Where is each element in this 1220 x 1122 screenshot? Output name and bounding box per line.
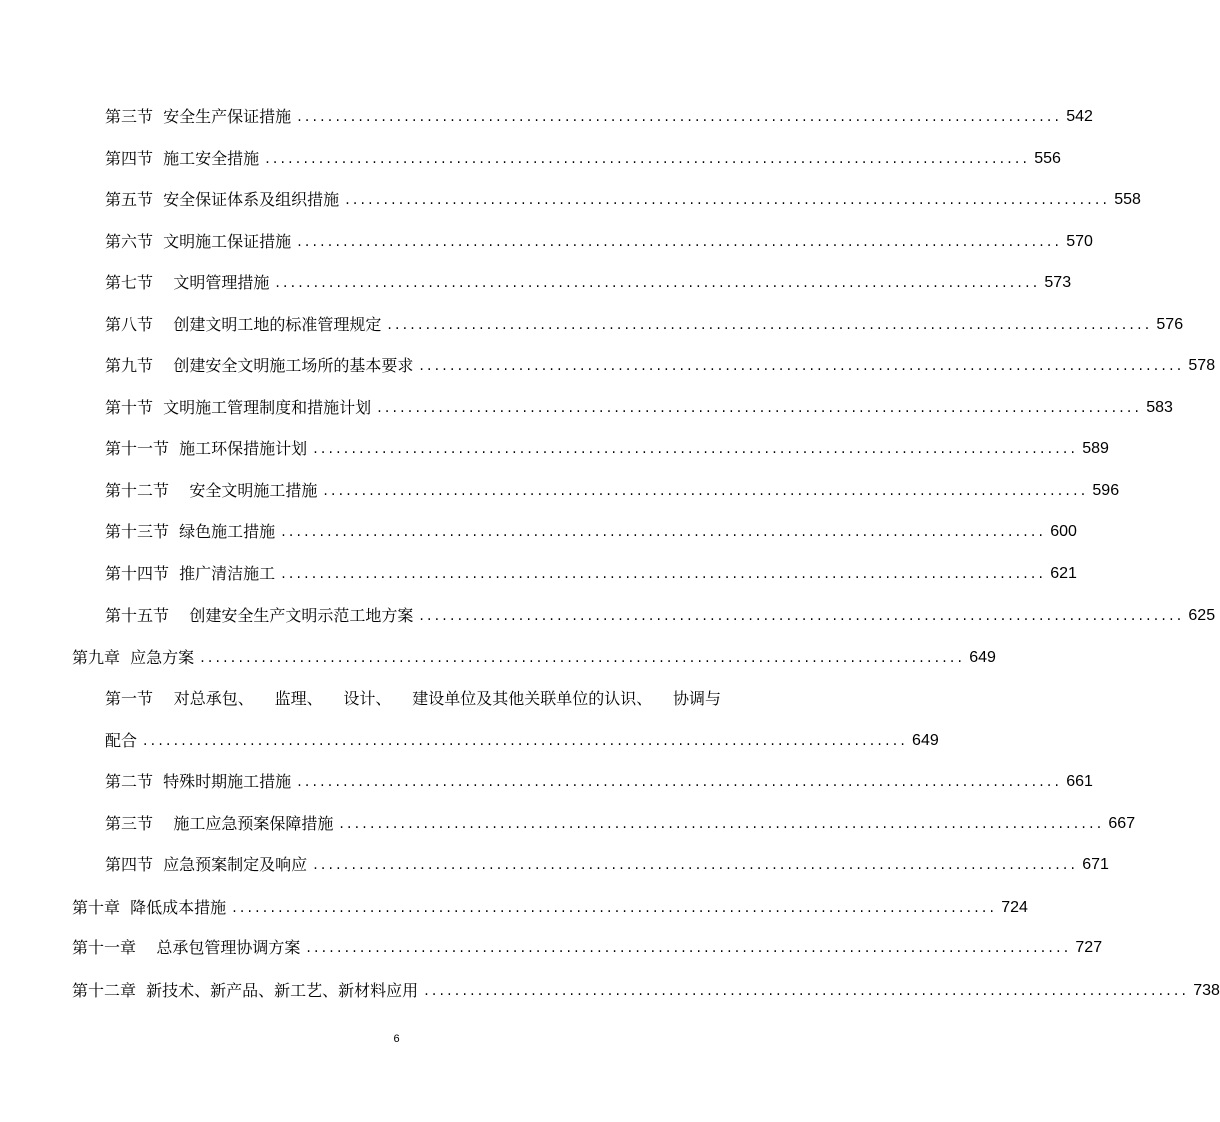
toc-entry[interactable] [105, 603, 1216, 629]
toc-chapter-entry[interactable] [72, 645, 996, 671]
toc-entry-page: 589 [1082, 440, 1109, 457]
toc-entry[interactable] [105, 229, 1093, 255]
toc-entry-page: 724 [1001, 899, 1028, 916]
toc-chapter-entry[interactable] [72, 978, 1220, 1004]
toc-entry[interactable] [105, 519, 1077, 545]
toc-entry-title-part: 第一节 [105, 689, 154, 708]
dot-leader: .................................................................................................... [143, 733, 909, 749]
toc-entry-page: 649 [969, 649, 996, 666]
toc-entry-page: 661 [1066, 773, 1093, 790]
toc-entry-page: 671 [1082, 856, 1109, 873]
dot-leader: .................................................................................................... [297, 774, 1063, 790]
toc-entry-title: 第十一章 总承包管理协调方案 [72, 938, 301, 957]
dot-leader: .................................................................................................... [232, 900, 998, 916]
dot-leader: .................................................................................................... [424, 983, 1190, 999]
toc-chapter-entry[interactable] [72, 935, 1103, 961]
toc-entry-title: 第十三节 绿色施工措施 [105, 522, 276, 541]
toc-entry[interactable] [105, 728, 939, 754]
toc-entry-page: 667 [1108, 815, 1136, 832]
toc-entry-title: 第六节 文明施工保证措施 [105, 232, 292, 251]
dot-leader: .................................................................................................... [387, 317, 1153, 333]
toc-entry-title: 第十二节 安全文明施工措施 [105, 481, 318, 500]
toc-entry-title: 第十节 文明施工管理制度和措施计划 [105, 398, 372, 417]
toc-entry-page: 738 [1193, 982, 1220, 999]
toc-entry[interactable] [105, 312, 1184, 338]
toc-entry-title: 第四节 应急预案制定及响应 [105, 855, 308, 874]
dot-leader: .................................................................................................... [345, 192, 1111, 208]
dot-leader: .................................................................................................... [275, 275, 1041, 291]
toc-entry-title: 第九章 应急方案 [72, 648, 195, 667]
toc-entry-page: 600 [1050, 523, 1077, 540]
toc-entry-title: 第十四节 推广清洁施工 [105, 564, 276, 583]
toc-entry-page: 573 [1044, 274, 1072, 291]
toc-entry[interactable] [105, 270, 1072, 296]
toc-entry-title: 第二节 特殊时期施工措施 [105, 772, 292, 791]
toc-entry-title: 第三节 施工应急预案保障措施 [105, 814, 334, 833]
toc-entry-page: 556 [1034, 150, 1061, 167]
toc-entry[interactable] [105, 146, 1061, 172]
dot-leader: .................................................................................................... [281, 524, 1047, 540]
dot-leader: .................................................................................................... [200, 650, 966, 666]
toc-entry[interactable] [105, 436, 1109, 462]
toc-entry-title: 第十二章 新技术、新产品、新工艺、新材料应用 [72, 981, 419, 1000]
dot-leader: .................................................................................................... [297, 109, 1063, 125]
dot-leader: .................................................................................................... [419, 608, 1185, 624]
toc-entry[interactable] [105, 353, 1216, 379]
toc-entry-title-part: 对总承包、 [173, 689, 254, 708]
dot-leader: .................................................................................................... [313, 441, 1079, 457]
toc-entry-title: 第十五节 创建安全生产文明示范工地方案 [105, 606, 414, 625]
toc-entry-title-part: 协调与 [672, 689, 721, 708]
toc-entry[interactable] [105, 561, 1077, 587]
dot-leader: .................................................................................................... [265, 151, 1031, 167]
toc-entry-page: 558 [1114, 191, 1141, 208]
toc-entry-page: 649 [912, 732, 939, 749]
toc-entry-title: 第八节 创建文明工地的标准管理规定 [105, 315, 382, 334]
toc-entry-page: 596 [1092, 482, 1120, 499]
toc-entry-title-part: 建设单位及其他关联单位的认识、 [412, 689, 653, 708]
toc-entry-page: 570 [1066, 233, 1093, 250]
toc-entry-title: 第七节 文明管理措施 [105, 273, 270, 292]
toc-entry-page: 625 [1188, 607, 1216, 624]
dot-leader: .................................................................................................... [323, 483, 1089, 499]
toc-entry[interactable] [105, 395, 1173, 421]
dot-leader: .................................................................................................... [419, 358, 1185, 374]
dot-leader: .................................................................................................... [313, 857, 1079, 873]
toc-entry-title-part: 监理、 [274, 689, 323, 708]
toc-entry-title: 配合 [105, 731, 138, 750]
toc-entry-page: 583 [1146, 399, 1173, 416]
toc-entry-page: 576 [1156, 316, 1184, 333]
dot-leader: .................................................................................................... [306, 940, 1072, 956]
toc-entry-title: 第九节 创建安全文明施工场所的基本要求 [105, 356, 414, 375]
toc-entry-page: 578 [1188, 357, 1216, 374]
dot-leader: .................................................................................................... [281, 566, 1047, 582]
toc-entry-page: 727 [1075, 939, 1103, 956]
toc-entry[interactable] [105, 811, 1136, 837]
dot-leader: .................................................................................................... [297, 234, 1063, 250]
toc-entry-page: 542 [1066, 108, 1093, 125]
toc-entry-title: 第十章 降低成本措施 [72, 898, 227, 917]
toc-entry-wrapped-line[interactable] [105, 686, 721, 712]
toc-entry[interactable] [105, 104, 1093, 130]
toc-entry[interactable] [105, 478, 1120, 504]
dot-leader: .................................................................................................... [339, 816, 1105, 832]
page-number: 6 [393, 1033, 400, 1045]
toc-entry-title: 第五节 安全保证体系及组织措施 [105, 190, 340, 209]
dot-leader: .................................................................................................... [377, 400, 1143, 416]
toc-entry[interactable] [105, 187, 1141, 213]
toc-entry[interactable] [105, 769, 1093, 795]
toc-entry[interactable] [105, 852, 1109, 878]
toc-entry-title: 第四节 施工安全措施 [105, 149, 260, 168]
toc-entry-title-part: 设计、 [343, 689, 392, 708]
toc-entry-title: 第十一节 施工环保措施计划 [105, 439, 308, 458]
toc-entry-page: 621 [1050, 565, 1077, 582]
toc-entry-title: 第三节 安全生产保证措施 [105, 107, 292, 126]
toc-chapter-entry[interactable] [72, 895, 1028, 921]
